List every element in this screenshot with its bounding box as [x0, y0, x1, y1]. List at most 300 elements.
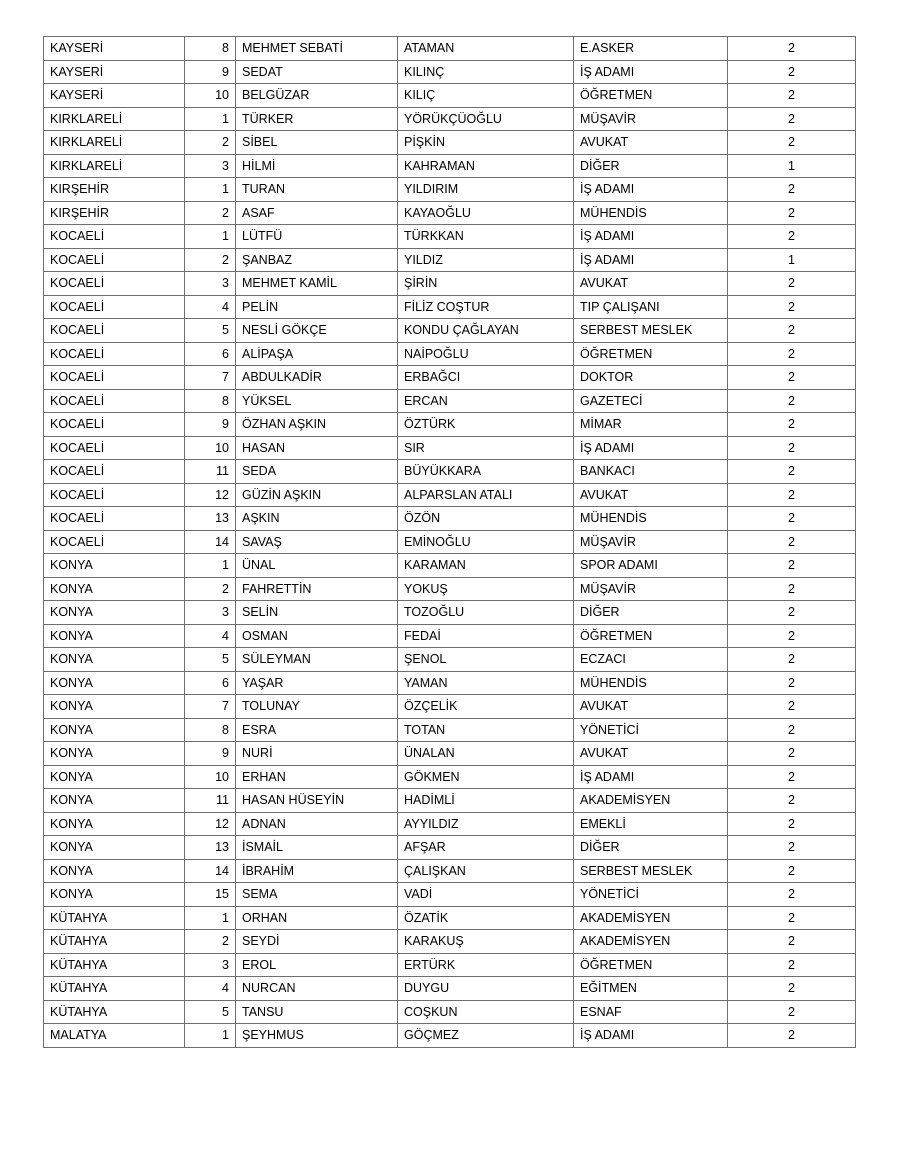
- cell-last-name: KONDU ÇAĞLAYAN: [398, 319, 574, 343]
- cell-first-name: SEDA: [236, 460, 398, 484]
- cell-value: 2: [728, 436, 856, 460]
- cell-last-name: YILDIRIM: [398, 178, 574, 202]
- cell-last-name: ERTÜRK: [398, 953, 574, 977]
- cell-profession: İŞ ADAMI: [574, 436, 728, 460]
- cell-first-name: SEYDİ: [236, 930, 398, 954]
- cell-province: KOCAELİ: [44, 507, 185, 531]
- cell-profession: İŞ ADAMI: [574, 765, 728, 789]
- table-row: [44, 601, 856, 625]
- table-row: [44, 178, 856, 202]
- cell-rank: 14: [185, 530, 236, 554]
- cell-province: KOCAELİ: [44, 272, 185, 296]
- cell-value: 2: [728, 718, 856, 742]
- cell-province: KONYA: [44, 577, 185, 601]
- cell-value: 2: [728, 483, 856, 507]
- table-row: [44, 883, 856, 907]
- cell-first-name: ORHAN: [236, 906, 398, 930]
- cell-first-name: İSMAİL: [236, 836, 398, 860]
- cell-last-name: TOZOĞLU: [398, 601, 574, 625]
- cell-value: 2: [728, 201, 856, 225]
- cell-province: KONYA: [44, 695, 185, 719]
- cell-profession: DOKTOR: [574, 366, 728, 390]
- table-row: [44, 695, 856, 719]
- cell-last-name: VADİ: [398, 883, 574, 907]
- cell-province: KÜTAHYA: [44, 953, 185, 977]
- cell-profession: MÜHENDİS: [574, 507, 728, 531]
- cell-value: 2: [728, 695, 856, 719]
- cell-province: KAYSERİ: [44, 84, 185, 108]
- cell-profession: MÜŞAVİR: [574, 107, 728, 131]
- cell-province: KOCAELİ: [44, 366, 185, 390]
- cell-value: 1: [728, 248, 856, 272]
- cell-last-name: KILIÇ: [398, 84, 574, 108]
- cell-first-name: TÜRKER: [236, 107, 398, 131]
- cell-value: 2: [728, 342, 856, 366]
- cell-first-name: ÖZHAN AŞKIN: [236, 413, 398, 437]
- cell-profession: ÖĞRETMEN: [574, 84, 728, 108]
- cell-last-name: TÜRKKAN: [398, 225, 574, 249]
- cell-value: 2: [728, 319, 856, 343]
- cell-rank: 9: [185, 60, 236, 84]
- cell-last-name: COŞKUN: [398, 1000, 574, 1024]
- cell-rank: 13: [185, 836, 236, 860]
- table-row: [44, 131, 856, 155]
- cell-value: 2: [728, 836, 856, 860]
- table-row: [44, 366, 856, 390]
- cell-province: KONYA: [44, 789, 185, 813]
- cell-value: 2: [728, 765, 856, 789]
- cell-profession: AVUKAT: [574, 272, 728, 296]
- cell-province: KONYA: [44, 718, 185, 742]
- table-row: [44, 530, 856, 554]
- cell-first-name: HASAN HÜSEYİN: [236, 789, 398, 813]
- cell-value: 2: [728, 953, 856, 977]
- cell-value: 2: [728, 789, 856, 813]
- cell-rank: 2: [185, 930, 236, 954]
- cell-province: KOCAELİ: [44, 483, 185, 507]
- cell-profession: SERBEST MESLEK: [574, 859, 728, 883]
- table-row: [44, 718, 856, 742]
- cell-profession: AVUKAT: [574, 131, 728, 155]
- cell-last-name: ALPARSLAN ATALI: [398, 483, 574, 507]
- cell-province: KONYA: [44, 742, 185, 766]
- cell-rank: 4: [185, 624, 236, 648]
- cell-rank: 1: [185, 906, 236, 930]
- cell-last-name: YOKUŞ: [398, 577, 574, 601]
- cell-first-name: MEHMET KAMİL: [236, 272, 398, 296]
- table-row: [44, 648, 856, 672]
- cell-value: 2: [728, 507, 856, 531]
- cell-value: 1: [728, 154, 856, 178]
- cell-rank: 6: [185, 671, 236, 695]
- table-row: [44, 906, 856, 930]
- cell-value: 2: [728, 648, 856, 672]
- cell-rank: 2: [185, 248, 236, 272]
- table-row: [44, 272, 856, 296]
- cell-first-name: EROL: [236, 953, 398, 977]
- cell-last-name: PİŞKİN: [398, 131, 574, 155]
- cell-province: KONYA: [44, 554, 185, 578]
- cell-first-name: ABDULKADİR: [236, 366, 398, 390]
- cell-rank: 10: [185, 436, 236, 460]
- cell-profession: İŞ ADAMI: [574, 178, 728, 202]
- cell-province: KONYA: [44, 671, 185, 695]
- cell-last-name: FEDAİ: [398, 624, 574, 648]
- cell-last-name: NAİPOĞLU: [398, 342, 574, 366]
- cell-value: 2: [728, 295, 856, 319]
- cell-rank: 15: [185, 883, 236, 907]
- table-row: [44, 1024, 856, 1048]
- cell-rank: 1: [185, 225, 236, 249]
- cell-province: KIRKLARELİ: [44, 154, 185, 178]
- cell-first-name: İBRAHİM: [236, 859, 398, 883]
- cell-value: 2: [728, 577, 856, 601]
- cell-profession: İŞ ADAMI: [574, 248, 728, 272]
- cell-province: KONYA: [44, 859, 185, 883]
- table-row: [44, 671, 856, 695]
- cell-profession: YÖNETİCİ: [574, 718, 728, 742]
- table-row: [44, 789, 856, 813]
- table-row: [44, 836, 856, 860]
- cell-last-name: DUYGU: [398, 977, 574, 1001]
- cell-first-name: TURAN: [236, 178, 398, 202]
- cell-rank: 1: [185, 554, 236, 578]
- cell-last-name: FİLİZ COŞTUR: [398, 295, 574, 319]
- cell-profession: E.ASKER: [574, 37, 728, 61]
- table-row: [44, 60, 856, 84]
- cell-province: KONYA: [44, 648, 185, 672]
- cell-province: KONYA: [44, 624, 185, 648]
- table-body: [44, 37, 856, 1048]
- cell-last-name: YAMAN: [398, 671, 574, 695]
- cell-profession: AVUKAT: [574, 742, 728, 766]
- cell-province: KOCAELİ: [44, 342, 185, 366]
- table-row: [44, 1000, 856, 1024]
- cell-profession: ÖĞRETMEN: [574, 624, 728, 648]
- cell-first-name: ADNAN: [236, 812, 398, 836]
- cell-last-name: ERBAĞCI: [398, 366, 574, 390]
- cell-profession: AKADEMİSYEN: [574, 930, 728, 954]
- cell-value: 2: [728, 37, 856, 61]
- table-row: [44, 977, 856, 1001]
- cell-last-name: ÖZÇELİK: [398, 695, 574, 719]
- cell-last-name: ŞENOL: [398, 648, 574, 672]
- cell-first-name: ÜNAL: [236, 554, 398, 578]
- cell-last-name: KAHRAMAN: [398, 154, 574, 178]
- cell-last-name: TOTAN: [398, 718, 574, 742]
- cell-last-name: SIR: [398, 436, 574, 460]
- cell-province: KIRŞEHİR: [44, 201, 185, 225]
- cell-rank: 12: [185, 812, 236, 836]
- cell-rank: 2: [185, 577, 236, 601]
- cell-rank: 14: [185, 859, 236, 883]
- cell-first-name: ALİPAŞA: [236, 342, 398, 366]
- table-row: [44, 554, 856, 578]
- cell-value: 2: [728, 413, 856, 437]
- cell-rank: 2: [185, 131, 236, 155]
- cell-province: KOCAELİ: [44, 460, 185, 484]
- cell-last-name: YILDIZ: [398, 248, 574, 272]
- cell-profession: İŞ ADAMI: [574, 225, 728, 249]
- cell-value: 2: [728, 671, 856, 695]
- cell-profession: MÜŞAVİR: [574, 577, 728, 601]
- cell-value: 2: [728, 554, 856, 578]
- cell-rank: 5: [185, 648, 236, 672]
- cell-rank: 6: [185, 342, 236, 366]
- cell-profession: TIP ÇALIŞANI: [574, 295, 728, 319]
- cell-value: 2: [728, 366, 856, 390]
- cell-last-name: YÖRÜKÇÜOĞLU: [398, 107, 574, 131]
- cell-rank: 3: [185, 154, 236, 178]
- cell-profession: ÖĞRETMEN: [574, 342, 728, 366]
- cell-rank: 11: [185, 789, 236, 813]
- cell-province: KOCAELİ: [44, 436, 185, 460]
- cell-profession: MÜHENDİS: [574, 201, 728, 225]
- cell-last-name: GÖKMEN: [398, 765, 574, 789]
- cell-rank: 2: [185, 201, 236, 225]
- cell-profession: İŞ ADAMI: [574, 60, 728, 84]
- cell-last-name: KARAKUŞ: [398, 930, 574, 954]
- cell-province: KAYSERİ: [44, 37, 185, 61]
- cell-profession: MİMAR: [574, 413, 728, 437]
- cell-last-name: ÜNALAN: [398, 742, 574, 766]
- cell-province: KOCAELİ: [44, 319, 185, 343]
- cell-first-name: ESRA: [236, 718, 398, 742]
- cell-rank: 4: [185, 977, 236, 1001]
- cell-first-name: SEDAT: [236, 60, 398, 84]
- cell-profession: SPOR ADAMI: [574, 554, 728, 578]
- table-row: [44, 507, 856, 531]
- cell-first-name: FAHRETTİN: [236, 577, 398, 601]
- table-row: [44, 225, 856, 249]
- cell-value: 2: [728, 60, 856, 84]
- cell-last-name: BÜYÜKKARA: [398, 460, 574, 484]
- cell-first-name: SEMA: [236, 883, 398, 907]
- cell-last-name: ATAMAN: [398, 37, 574, 61]
- cell-last-name: GÖÇMEZ: [398, 1024, 574, 1048]
- cell-rank: 7: [185, 695, 236, 719]
- cell-value: 2: [728, 389, 856, 413]
- cell-rank: 9: [185, 413, 236, 437]
- table-row: [44, 248, 856, 272]
- cell-profession: AKADEMİSYEN: [574, 789, 728, 813]
- table-row: [44, 84, 856, 108]
- table-row: [44, 859, 856, 883]
- cell-rank: 9: [185, 742, 236, 766]
- cell-value: 2: [728, 178, 856, 202]
- cell-value: 2: [728, 131, 856, 155]
- table-row: [44, 953, 856, 977]
- cell-value: 2: [728, 859, 856, 883]
- table-row: [44, 389, 856, 413]
- cell-province: MALATYA: [44, 1024, 185, 1048]
- cell-last-name: KARAMAN: [398, 554, 574, 578]
- table-row: [44, 107, 856, 131]
- cell-first-name: ŞANBAZ: [236, 248, 398, 272]
- cell-first-name: PELİN: [236, 295, 398, 319]
- cell-first-name: NURCAN: [236, 977, 398, 1001]
- cell-value: 2: [728, 460, 856, 484]
- cell-profession: AKADEMİSYEN: [574, 906, 728, 930]
- cell-rank: 7: [185, 366, 236, 390]
- cell-rank: 1: [185, 178, 236, 202]
- cell-profession: EMEKLİ: [574, 812, 728, 836]
- cell-last-name: ÖZÖN: [398, 507, 574, 531]
- table-row: [44, 765, 856, 789]
- table-row: [44, 319, 856, 343]
- cell-province: KÜTAHYA: [44, 906, 185, 930]
- cell-rank: 1: [185, 107, 236, 131]
- cell-rank: 12: [185, 483, 236, 507]
- table-row: [44, 37, 856, 61]
- cell-first-name: TANSU: [236, 1000, 398, 1024]
- cell-profession: AVUKAT: [574, 695, 728, 719]
- table-row: [44, 436, 856, 460]
- table-row: [44, 577, 856, 601]
- table-row: [44, 154, 856, 178]
- cell-value: 2: [728, 1024, 856, 1048]
- cell-rank: 5: [185, 319, 236, 343]
- cell-last-name: ERCAN: [398, 389, 574, 413]
- cell-rank: 11: [185, 460, 236, 484]
- cell-profession: DİĞER: [574, 601, 728, 625]
- cell-province: KOCAELİ: [44, 248, 185, 272]
- cell-value: 2: [728, 977, 856, 1001]
- cell-first-name: HASAN: [236, 436, 398, 460]
- cell-rank: 3: [185, 953, 236, 977]
- cell-value: 2: [728, 624, 856, 648]
- cell-last-name: ÖZTÜRK: [398, 413, 574, 437]
- cell-profession: DİĞER: [574, 836, 728, 860]
- cell-rank: 13: [185, 507, 236, 531]
- cell-first-name: YAŞAR: [236, 671, 398, 695]
- cell-first-name: SAVAŞ: [236, 530, 398, 554]
- cell-rank: 10: [185, 765, 236, 789]
- cell-profession: AVUKAT: [574, 483, 728, 507]
- cell-first-name: GÜZİN AŞKIN: [236, 483, 398, 507]
- cell-profession: SERBEST MESLEK: [574, 319, 728, 343]
- cell-first-name: AŞKIN: [236, 507, 398, 531]
- table-row: [44, 812, 856, 836]
- cell-rank: 8: [185, 718, 236, 742]
- cell-first-name: YÜKSEL: [236, 389, 398, 413]
- cell-last-name: ÖZATİK: [398, 906, 574, 930]
- cell-first-name: SÜLEYMAN: [236, 648, 398, 672]
- cell-profession: ÖĞRETMEN: [574, 953, 728, 977]
- table-row: [44, 413, 856, 437]
- cell-value: 2: [728, 530, 856, 554]
- cell-first-name: HİLMİ: [236, 154, 398, 178]
- cell-value: 2: [728, 883, 856, 907]
- cell-province: KIRKLARELİ: [44, 107, 185, 131]
- cell-province: KOCAELİ: [44, 389, 185, 413]
- cell-province: KAYSERİ: [44, 60, 185, 84]
- cell-first-name: SELİN: [236, 601, 398, 625]
- cell-province: KÜTAHYA: [44, 930, 185, 954]
- cell-province: KONYA: [44, 883, 185, 907]
- cell-profession: YÖNETİCİ: [574, 883, 728, 907]
- cell-last-name: ÇALIŞKAN: [398, 859, 574, 883]
- cell-last-name: KAYAOĞLU: [398, 201, 574, 225]
- cell-last-name: AFŞAR: [398, 836, 574, 860]
- cell-value: 2: [728, 601, 856, 625]
- cell-first-name: LÜTFÜ: [236, 225, 398, 249]
- document-page: [43, 36, 856, 1048]
- cell-province: KONYA: [44, 765, 185, 789]
- cell-last-name: KILINÇ: [398, 60, 574, 84]
- cell-province: KÜTAHYA: [44, 1000, 185, 1024]
- cell-profession: MÜŞAVİR: [574, 530, 728, 554]
- table-row: [44, 483, 856, 507]
- cell-value: 2: [728, 812, 856, 836]
- cell-first-name: ERHAN: [236, 765, 398, 789]
- cell-profession: DİĞER: [574, 154, 728, 178]
- table-row: [44, 460, 856, 484]
- cell-province: KOCAELİ: [44, 530, 185, 554]
- cell-first-name: TOLUNAY: [236, 695, 398, 719]
- cell-first-name: BELGÜZAR: [236, 84, 398, 108]
- cell-last-name: AYYILDIZ: [398, 812, 574, 836]
- table-row: [44, 342, 856, 366]
- cell-profession: EĞİTMEN: [574, 977, 728, 1001]
- cell-province: KOCAELİ: [44, 295, 185, 319]
- cell-value: 2: [728, 272, 856, 296]
- table-row: [44, 295, 856, 319]
- table-row: [44, 930, 856, 954]
- cell-last-name: ŞİRİN: [398, 272, 574, 296]
- cell-first-name: MEHMET SEBATİ: [236, 37, 398, 61]
- cell-province: KOCAELİ: [44, 413, 185, 437]
- cell-value: 2: [728, 906, 856, 930]
- table-row: [44, 201, 856, 225]
- cell-rank: 8: [185, 37, 236, 61]
- cell-profession: BANKACI: [574, 460, 728, 484]
- cell-value: 2: [728, 1000, 856, 1024]
- cell-province: KONYA: [44, 601, 185, 625]
- cell-rank: 8: [185, 389, 236, 413]
- cell-profession: MÜHENDİS: [574, 671, 728, 695]
- cell-value: 2: [728, 84, 856, 108]
- cell-profession: GAZETECİ: [574, 389, 728, 413]
- cell-value: 2: [728, 107, 856, 131]
- cell-rank: 3: [185, 272, 236, 296]
- cell-value: 2: [728, 930, 856, 954]
- cell-rank: 1: [185, 1024, 236, 1048]
- cell-profession: ESNAF: [574, 1000, 728, 1024]
- cell-last-name: EMİNOĞLU: [398, 530, 574, 554]
- cell-profession: İŞ ADAMI: [574, 1024, 728, 1048]
- table-row: [44, 624, 856, 648]
- cell-rank: 4: [185, 295, 236, 319]
- cell-rank: 5: [185, 1000, 236, 1024]
- cell-first-name: ASAF: [236, 201, 398, 225]
- cell-value: 2: [728, 225, 856, 249]
- cell-profession: ECZACI: [574, 648, 728, 672]
- candidate-table: [43, 36, 856, 1048]
- cell-first-name: ŞEYHMUS: [236, 1024, 398, 1048]
- cell-value: 2: [728, 742, 856, 766]
- cell-province: KONYA: [44, 836, 185, 860]
- cell-province: KIRŞEHİR: [44, 178, 185, 202]
- cell-rank: 10: [185, 84, 236, 108]
- cell-province: KOCAELİ: [44, 225, 185, 249]
- cell-last-name: HADİMLİ: [398, 789, 574, 813]
- cell-province: KÜTAHYA: [44, 977, 185, 1001]
- cell-first-name: NURİ: [236, 742, 398, 766]
- cell-first-name: SİBEL: [236, 131, 398, 155]
- cell-province: KONYA: [44, 812, 185, 836]
- cell-province: KIRKLARELİ: [44, 131, 185, 155]
